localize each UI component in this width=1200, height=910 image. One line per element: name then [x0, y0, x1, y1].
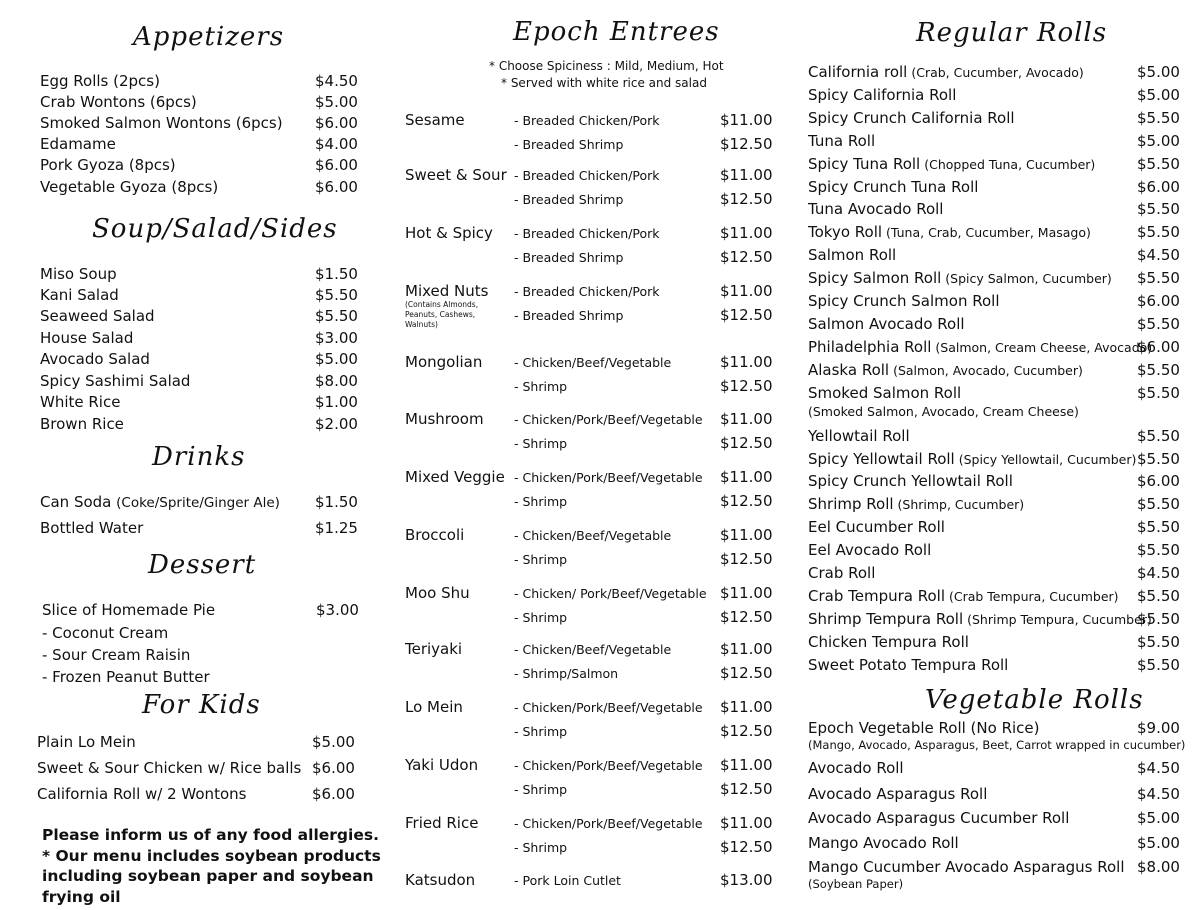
roll-price: $5.00 [1137, 63, 1180, 81]
roll-detail: (Crab, Cucumber, Avocado) [907, 65, 1084, 80]
roll-item [808, 518, 945, 536]
entree-name: Broccoli [405, 526, 465, 544]
menu-item-price: $6.00 [315, 114, 358, 132]
menu-item-price: $1.50 [315, 493, 358, 511]
entree-price: $12.50 [720, 248, 773, 266]
roll-item [808, 495, 1024, 513]
entree-option: - Breaded Chicken/Pork [514, 226, 660, 241]
menu-item-name: Plain Lo Mein [37, 733, 136, 751]
entree-option: - Chicken/Pork/Beef/Vegetable [514, 470, 703, 485]
roll-price: $6.00 [1137, 292, 1180, 310]
entree-option: - Chicken/Beef/Vegetable [514, 642, 672, 657]
roll-item [808, 63, 1084, 81]
roll-price: $5.50 [1137, 449, 1180, 468]
veg-roll-name: Avocado Asparagus Roll [808, 785, 988, 803]
entree-price: $11.00 [720, 111, 773, 129]
roll-item [808, 155, 1095, 173]
menu-item-price: $1.50 [315, 265, 358, 283]
entree-option: - Chicken/Beef/Vegetable [514, 528, 672, 543]
roll-price: $5.00 [1137, 85, 1180, 104]
roll-name: Spicy Crunch Tuna Roll [808, 177, 979, 196]
entrees-note-served: * Served with white rice and salad [501, 76, 707, 90]
roll-name: Spicy Crunch California Roll [808, 108, 1015, 127]
menu-item-name: House Salad [40, 329, 134, 347]
entree-price: $12.50 [720, 135, 773, 153]
menu-item-name: Smoked Salmon Wontons (6pcs) [40, 114, 283, 132]
menu-item-name: Avocado Salad [40, 350, 150, 368]
roll-price: $5.50 [1137, 108, 1180, 127]
roll-name: Eel Avocado Roll [808, 541, 932, 560]
entree-price: $12.50 [720, 550, 773, 568]
roll-item [808, 223, 1091, 241]
roll-detail: (Tuna, Crab, Cucumber, Masago) [882, 225, 1091, 241]
roll-item [808, 361, 1083, 379]
entree-price: $11.00 [720, 224, 773, 242]
entree-option: - Breaded Shrimp [514, 137, 624, 152]
roll-name: Spicy Crunch Yellowtail Roll [808, 472, 1013, 491]
roll-price: $5.50 [1137, 609, 1180, 628]
menu-item-name: Can Soda [40, 493, 112, 511]
roll-name: Eel Cucumber Roll [808, 518, 945, 537]
roll-name: Shrimp Tempura Roll [808, 609, 964, 628]
entree-option: - Shrimp [514, 552, 568, 567]
entree-price: $11.00 [720, 814, 773, 832]
menu-item-name: Slice of Homemade Pie [42, 601, 216, 619]
roll-detail: (Salmon, Avocado, Cucumber) [889, 362, 1083, 378]
entree-note: (Contains Almonds, Peanuts, Cashews, Walnuts) [405, 300, 479, 329]
roll-price: $5.00 [1137, 131, 1180, 150]
soup-heading: Soup/Salad/Sides [92, 214, 338, 244]
entree-price: $11.00 [720, 468, 773, 486]
veg-roll-name: Avocado Asparagus Cucumber Roll [808, 809, 1070, 827]
entree-price: $11.00 [720, 282, 773, 300]
roll-price: $4.50 [1137, 564, 1180, 582]
roll-price: $6.00 [1137, 177, 1180, 196]
menu-item-detail: (Coke/Sprite/Ginger Ale) [116, 495, 280, 511]
dessert-option: - Frozen Peanut Butter [42, 668, 210, 686]
entree-name: Teriyaki [405, 640, 463, 658]
entree-price: $12.50 [720, 306, 773, 324]
entree-option: - Chicken/ Pork/Beef/Vegetable [514, 586, 707, 601]
entree-price: $12.50 [720, 608, 773, 626]
roll-price: $5.50 [1137, 223, 1180, 242]
veg-roll-price: $4.50 [1137, 759, 1180, 777]
roll-item [808, 384, 961, 402]
roll-name: Spicy Salmon Roll [808, 269, 942, 288]
dessert-heading: Dessert [148, 550, 257, 580]
entree-option: - Chicken/Beef/Vegetable [514, 355, 672, 370]
entree-option: - Shrimp [514, 782, 568, 797]
roll-item [808, 610, 1152, 628]
roll-item [808, 450, 1136, 468]
entree-name: Sesame [405, 111, 465, 129]
roll-name: Crab Tempura Roll [808, 586, 945, 605]
entree-name: Moo Shu [405, 584, 470, 602]
roll-name: Salmon Avocado Roll [808, 314, 965, 333]
entree-price: $12.50 [720, 722, 773, 740]
roll-item [808, 86, 956, 104]
roll-price: $6.00 [1137, 337, 1180, 356]
roll-name: Tuna Roll [808, 131, 876, 150]
menu-item-price: $5.00 [312, 733, 355, 751]
allergy-note: Please inform us of any food allergies. * Our menu includes soybean products including soybean paper and soybean frying oil [42, 826, 381, 906]
entree-option: - Pork Loin Cutlet [514, 873, 621, 888]
roll-name: Spicy California Roll [808, 85, 957, 104]
veg-roll-name: Avocado Roll [808, 759, 904, 777]
menu-item-price: $3.00 [316, 601, 359, 619]
roll-item [808, 132, 875, 150]
menu-item-price: $6.00 [315, 156, 358, 174]
veg-roll-price: $5.00 [1137, 809, 1180, 827]
menu-item-price: $3.00 [315, 329, 358, 347]
roll-detail: (Shrimp, Cucumber) [893, 497, 1025, 513]
roll-name: Chicken Tempura Roll [808, 632, 969, 651]
entree-option: - Shrimp [514, 494, 568, 509]
roll-name: Philadelphia Roll [808, 337, 932, 356]
roll-item [808, 109, 1015, 127]
entree-name: Mushroom [405, 410, 484, 428]
roll-price: $5.50 [1137, 632, 1180, 651]
menu-item-price: $5.00 [315, 350, 358, 368]
roll-item [808, 200, 943, 218]
entree-price: $11.00 [720, 756, 773, 774]
menu-item-name: White Rice [40, 393, 121, 411]
menu-item-name: Brown Rice [40, 415, 124, 433]
roll-item [808, 338, 1152, 356]
entree-option: - Shrimp/Salmon [514, 666, 619, 681]
menu-item-price: $6.00 [312, 785, 355, 803]
roll-name: Yellowtail Roll [808, 426, 910, 445]
entree-price: $12.50 [720, 492, 773, 510]
roll-price: $6.00 [1137, 472, 1180, 491]
menu-item-name: Kani Salad [40, 286, 119, 304]
menu-item-price: $5.00 [315, 93, 358, 111]
roll-price: $5.50 [1137, 541, 1180, 560]
menu-item-name: Sweet & Sour Chicken w/ Rice balls [37, 759, 302, 777]
menu-item-name: Vegetable Gyoza (8pcs) [40, 178, 219, 196]
entree-name: Lo Mein [405, 698, 463, 716]
veg-roll-sub: (Mango, Avocado, Asparagus, Beet, Carrot wrapped in cucumber) [808, 738, 1186, 752]
entree-name: Mixed Veggie [405, 468, 505, 486]
entree-price: $12.50 [720, 190, 773, 208]
entree-name: Katsudon [405, 871, 476, 889]
roll-name: Smoked Salmon Roll [808, 383, 962, 402]
veg-roll-price: $5.00 [1137, 834, 1180, 852]
roll-item [808, 633, 969, 651]
menu-item-price: $1.25 [315, 519, 358, 537]
menu-item-price: $6.00 [315, 178, 358, 196]
entree-price: $12.50 [720, 838, 773, 856]
veg-roll-price: $8.00 [1137, 858, 1180, 876]
menu-item-name: Spicy Sashimi Salad [40, 372, 191, 390]
drinks-heading: Drinks [152, 442, 246, 472]
entree-option: - Breaded Chicken/Pork [514, 113, 660, 128]
roll-sub: (Smoked Salmon, Avocado, Cream Cheese) [808, 403, 1079, 419]
veg-roll-sub: (Soybean Paper) [808, 877, 904, 891]
roll-name: California roll [808, 63, 908, 81]
entree-option: - Breaded Chicken/Pork [514, 168, 660, 183]
menu-item-price: $1.00 [315, 393, 358, 411]
entree-price: $12.50 [720, 780, 773, 798]
dessert-option: - Coconut Cream [42, 624, 169, 642]
roll-name: Tokyo Roll [808, 223, 883, 242]
entree-price: $11.00 [720, 526, 773, 544]
roll-item [808, 472, 1013, 490]
entree-name: Sweet & Sour [405, 166, 507, 184]
entree-option: - Breaded Shrimp [514, 192, 624, 207]
veg-roll-name: Mango Avocado Roll [808, 834, 959, 852]
entrees-note-spiciness: * Choose Spiciness : Mild, Medium, Hot [489, 59, 724, 73]
roll-name: Spicy Tuna Roll [808, 154, 921, 173]
entree-price: $11.00 [720, 410, 773, 428]
veg-roll-price: $9.00 [1137, 719, 1180, 737]
entree-option: - Chicken/Pork/Beef/Vegetable [514, 412, 703, 427]
dessert-option: - Sour Cream Raisin [42, 646, 191, 664]
menu-item-name: Pork Gyoza (8pcs) [40, 156, 176, 174]
menu-item-name: Bottled Water [40, 519, 144, 537]
veg-roll-price: $4.50 [1137, 785, 1180, 803]
menu-item-price: $5.50 [315, 286, 358, 304]
menu-item-price: $2.00 [315, 415, 358, 433]
entree-option: - Chicken/Pork/Beef/Vegetable [514, 700, 703, 715]
entree-option: - Shrimp [514, 840, 568, 855]
roll-detail: (Spicy Yellowtail, Cucumber) [954, 451, 1137, 467]
entree-option: - Chicken/Pork/Beef/Vegetable [514, 816, 703, 831]
roll-price: $5.50 [1137, 314, 1180, 333]
roll-item [808, 427, 910, 445]
roll-name: Crab Roll [808, 564, 876, 582]
roll-price: $5.50 [1137, 200, 1180, 219]
menu-item-price: $6.00 [312, 759, 355, 777]
entree-name: Hot & Spicy [405, 224, 493, 242]
veg-heading: Vegetable Rolls [925, 685, 1144, 715]
roll-item [808, 292, 999, 310]
roll-price: $5.50 [1137, 426, 1180, 445]
entree-name: Mongolian [405, 353, 483, 371]
menu-item-price: $4.50 [315, 72, 358, 90]
roll-price: $5.50 [1137, 495, 1180, 514]
roll-price: $5.50 [1137, 383, 1180, 402]
roll-detail: (Salmon, Cream Cheese, Avocado) [931, 339, 1153, 355]
entree-price: $12.50 [720, 434, 773, 452]
entree-price: $12.50 [720, 377, 773, 395]
roll-detail: (Spicy Salmon, Cucumber) [941, 271, 1112, 287]
entree-price: $12.50 [720, 664, 773, 682]
roll-item [808, 541, 931, 559]
veg-roll-name: Epoch Vegetable Roll (No Rice) [808, 719, 1040, 737]
entree-price: $11.00 [720, 166, 773, 184]
roll-name: Tuna Avocado Roll [808, 200, 944, 219]
roll-detail: (Shrimp Tempura, Cucumber) [963, 611, 1152, 627]
rolls-heading: Regular Rolls [916, 18, 1108, 48]
menu-item-price: $4.00 [315, 135, 358, 153]
roll-detail: (Crab Tempura, Cucumber) [945, 588, 1119, 604]
entree-option: - Shrimp [514, 436, 568, 451]
entree-price: $11.00 [720, 698, 773, 716]
roll-price: $5.50 [1137, 586, 1180, 605]
veg-roll-name: Mango Cucumber Avocado Asparagus Roll [808, 858, 1125, 876]
entree-price: $11.00 [720, 640, 773, 658]
entree-name: Mixed Nuts [405, 282, 489, 300]
roll-price: $4.50 [1137, 246, 1180, 265]
entree-price: $13.00 [720, 871, 773, 889]
roll-item [808, 656, 1008, 674]
entree-name: Fried Rice [405, 814, 479, 832]
roll-name: Shrimp Roll [808, 495, 894, 514]
roll-name: Spicy Yellowtail Roll [808, 449, 955, 468]
menu-item-price: $5.50 [315, 307, 358, 325]
entrees-heading: Epoch Entrees [513, 17, 720, 47]
roll-item [808, 269, 1112, 287]
entree-option: - Shrimp [514, 724, 568, 739]
roll-item [808, 587, 1119, 605]
menu-item-name: California Roll w/ 2 Wontons [37, 785, 247, 803]
appetizers-heading: Appetizers [133, 22, 285, 52]
menu-item-name: Egg Rolls (2pcs) [40, 72, 160, 90]
roll-item [808, 246, 896, 264]
entree-price: $11.00 [720, 353, 773, 371]
menu-item-name: Seaweed Salad [40, 307, 155, 325]
roll-item [808, 178, 978, 196]
entree-option: - Breaded Shrimp [514, 308, 624, 323]
entree-option: - Shrimp [514, 379, 568, 394]
roll-price: $5.50 [1137, 518, 1180, 537]
roll-name: Sweet Potato Tempura Roll [808, 655, 1009, 674]
roll-detail: (Chopped Tuna, Cucumber) [920, 156, 1096, 172]
entree-option: - Breaded Chicken/Pork [514, 284, 660, 299]
roll-price: $5.50 [1137, 655, 1180, 674]
roll-item [808, 315, 965, 333]
roll-price: $5.50 [1137, 360, 1180, 379]
roll-name: Alaska Roll [808, 360, 890, 379]
menu-item-name: Crab Wontons (6pcs) [40, 93, 197, 111]
menu-item-name: Edamame [40, 135, 116, 153]
entree-option: - Shrimp [514, 610, 568, 625]
entree-name: Yaki Udon [405, 756, 479, 774]
menu-item [40, 493, 280, 511]
menu-item-price: $8.00 [315, 372, 358, 390]
entree-option: - Chicken/Pork/Beef/Vegetable [514, 758, 703, 773]
roll-price: $5.50 [1137, 269, 1180, 288]
roll-item [808, 564, 875, 582]
kids-heading: For Kids [142, 690, 261, 720]
entree-price: $11.00 [720, 584, 773, 602]
roll-price: $5.50 [1137, 154, 1180, 173]
roll-name: Spicy Crunch Salmon Roll [808, 292, 1000, 310]
menu-item-name: Miso Soup [40, 265, 117, 283]
entree-option: - Breaded Shrimp [514, 250, 624, 265]
roll-name: Salmon Roll [808, 246, 897, 265]
